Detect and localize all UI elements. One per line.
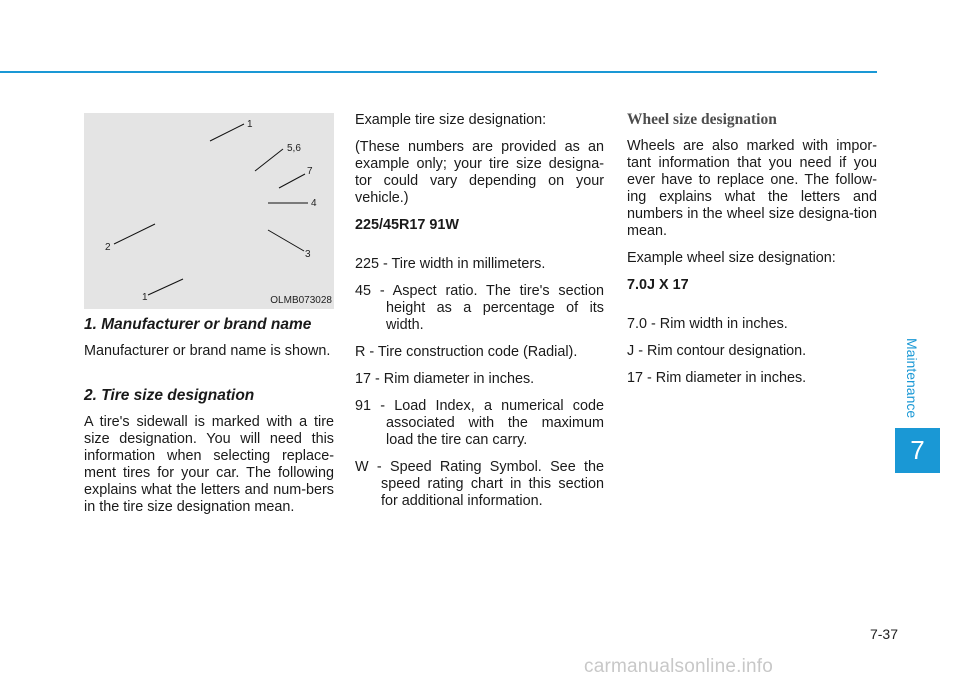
tire-example-note: (These numbers are provided as an example only; your tire size designa-tor could vary depending on your vehicle.)	[355, 139, 604, 206]
tire-def-item: 45 - Aspect ratio. The tire's section height as a percentage of its width.	[355, 283, 604, 333]
section-body-manufacturer: Manufacturer or brand name is shown.	[84, 343, 331, 359]
tire-def-item: 225 - Tire width in millimeters.	[355, 256, 546, 272]
chapter-number-badge: 7	[895, 428, 940, 473]
wheel-def-item: 17 - Rim diameter in inches.	[627, 370, 807, 386]
callout-label: 5,6	[287, 143, 301, 154]
leader-line-56	[255, 149, 283, 171]
wheel-example-code: 7.0J X 17	[627, 277, 689, 293]
wheel-def-item: J - Rim contour designation.	[627, 343, 807, 359]
callout-label: 1	[142, 292, 148, 303]
column-left	[84, 316, 334, 526]
leader-line-7	[279, 174, 305, 188]
callout-label: 2	[105, 242, 111, 253]
leader-line-3	[268, 230, 304, 251]
wheel-size-heading: Wheel size designation	[627, 111, 777, 128]
section-heading-tire-size: 2. Tire size designation	[84, 387, 255, 404]
section-body-tire-size: A tire's sidewall is marked with a tire size designation. You will need this information when selecting replace-ment tires for your car. The following explains what the letters and num-bers in the tire size designation mean.	[84, 414, 334, 515]
tire-def-item: W - Speed Rating Symbol. See the speed rating chart in this section for additional information.	[355, 459, 604, 509]
figure-code: OLMB073028	[270, 295, 332, 306]
wheel-example-intro: Example wheel size designation:	[627, 250, 836, 266]
column-middle	[355, 112, 604, 520]
chapter-tab-label: Maintenance	[904, 338, 920, 419]
leader-line-2	[114, 224, 155, 244]
leader-line-1-bottom	[148, 279, 183, 295]
callout-label: 4	[311, 198, 317, 209]
section-heading-manufacturer: 1. Manufacturer or brand name	[84, 316, 312, 333]
watermark: carmanualsonline.info	[584, 656, 774, 677]
leader-line-1-top	[210, 124, 244, 141]
column-right	[627, 111, 877, 397]
callout-label: 7	[307, 166, 313, 177]
callout-label: 3	[305, 249, 311, 260]
tire-example-code: 225/45R17 91W	[355, 217, 460, 233]
tire-def-item: 91 - Load Index, a numerical code associated with the maximum load the tire can carry.	[355, 398, 604, 448]
callout-label: 1	[247, 119, 253, 130]
page-number: 7-37	[869, 626, 898, 642]
wheel-size-body: Wheels are also marked with impor-tant information that you need if you ever have to replace one. The follow-ing explains what the letters and numbers in the wheel size designa-tion mean.	[627, 138, 877, 239]
tire-def-item: R - Tire construction code (Radial).	[355, 344, 578, 360]
tire-sidewall-figure	[84, 113, 334, 309]
wheel-def-item: 7.0 - Rim width in inches.	[627, 316, 788, 332]
tire-def-item: 17 - Rim diameter in inches.	[355, 371, 535, 387]
header-rule	[0, 71, 877, 73]
tire-example-intro: Example tire size designation:	[355, 112, 547, 128]
